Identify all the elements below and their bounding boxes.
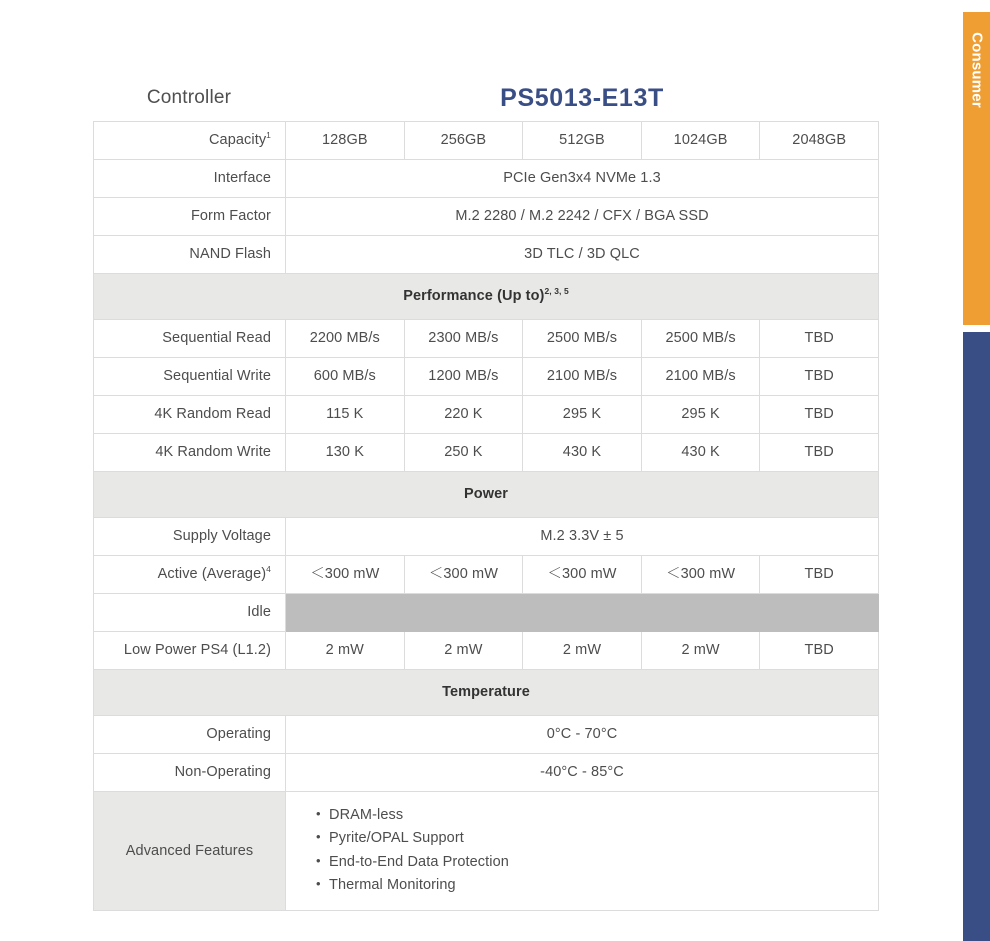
table-row-advanced-features [94,792,879,911]
cell-active-128: ＜300 mW [286,556,405,594]
list-item: • Thermal Monitoring [316,874,868,897]
table-row-sequential-write [94,358,879,396]
cell-capacity-128: 128GB [286,122,405,160]
row-label-operating: Operating [94,716,286,754]
cell-seq-read-256: 2300 MB/s [404,320,523,358]
page-title: PS5013-E13T [500,83,664,112]
section-header-temperature [94,670,879,716]
cell-rand-write-2048: TBD [760,434,879,472]
table-row-low-power-ps4 [94,632,879,670]
row-label-capacity [94,122,286,160]
section-header-power [94,472,879,518]
cell-seq-read-2048: TBD [760,320,879,358]
cell-operating-value: 0°C - 70°C [286,716,879,754]
table-row-capacity [94,122,879,160]
cell-rand-read-1024: 295 K [641,396,760,434]
section-header-performance [94,274,879,320]
cell-nand-flash-value: 3D TLC / 3D QLC [286,236,879,274]
list-item: • DRAM-less [316,804,868,827]
table-row-4k-random-read [94,396,879,434]
table-row-nand-flash [94,236,879,274]
table-row-sequential-read [94,320,879,358]
rail-tab-consumer[interactable] [963,12,990,325]
row-label-capacity-sup: 1 [266,130,271,141]
cell-seq-read-512: 2500 MB/s [523,320,642,358]
section-header-temperature-cell: Temperature [94,670,879,716]
cell-rand-write-128: 130 K [286,434,405,472]
section-header-performance-cell [94,274,879,320]
cell-seq-read-128: 2200 MB/s [286,320,405,358]
cell-form-factor-value: M.2 2280 / M.2 2242 / CFX / BGA SSD [286,198,879,236]
table-row-form-factor [94,198,879,236]
spec-header [93,78,879,118]
table-row-idle [94,594,879,632]
row-label-form-factor: Form Factor [94,198,286,236]
cell-idle-blocked [286,594,879,632]
row-label-advanced-features: Advanced Features [94,792,286,911]
table-row-non-operating [94,754,879,792]
cell-advanced-features [286,792,879,911]
row-label-idle: Idle [94,594,286,632]
row-label-capacity-text: Capacity [208,132,267,149]
rail-tab-consumer-label: Consumer [968,32,985,108]
cell-rand-read-256: 220 K [404,396,523,434]
cell-rand-write-1024: 430 K [641,434,760,472]
table-row-4k-random-write [94,434,879,472]
cell-active-256: ＜300 mW [404,556,523,594]
table-row-interface [94,160,879,198]
cell-rand-read-128: 115 K [286,396,405,434]
cell-rand-write-512: 430 K [523,434,642,472]
cell-seq-read-1024: 2500 MB/s [641,320,760,358]
cell-low-power-2048: TBD [760,632,879,670]
cell-capacity-1024: 1024GB [641,122,760,160]
row-label-sequential-read: Sequential Read [94,320,286,358]
specification-table [93,121,879,911]
cell-non-operating-value: -40°C - 85°C [286,754,879,792]
list-item: • Pyrite/OPAL Support [316,827,868,850]
row-label-4k-random-write: 4K Random Write [94,434,286,472]
cell-seq-write-1024: 2100 MB/s [641,358,760,396]
cell-low-power-256: 2 mW [404,632,523,670]
cell-active-2048: TBD [760,556,879,594]
advanced-features-list [316,804,868,898]
cell-active-1024: ＜300 mW [641,556,760,594]
row-label-non-operating: Non-Operating [94,754,286,792]
cell-low-power-1024: 2 mW [641,632,760,670]
cell-seq-write-2048: TBD [760,358,879,396]
rail-tab-enterprise[interactable] [963,332,990,941]
row-label-nand-flash: NAND Flash [94,236,286,274]
cell-interface-value: PCIe Gen3x4 NVMe 1.3 [286,160,879,198]
row-label-sequential-write: Sequential Write [94,358,286,396]
row-label-active-average-text: Active (Average) [157,566,267,583]
table-row-active-average [94,556,879,594]
cell-low-power-128: 2 mW [286,632,405,670]
category-rail [963,0,990,941]
cell-capacity-512: 512GB [523,122,642,160]
section-header-performance-sup: 2, 3, 5 [544,286,569,297]
cell-capacity-2048: 2048GB [760,122,879,160]
cell-seq-write-128: 600 MB/s [286,358,405,396]
table-row-supply-voltage [94,518,879,556]
row-label-interface: Interface [94,160,286,198]
cell-rand-read-512: 295 K [523,396,642,434]
cell-supply-voltage-value: M.2 3.3V ± 5 [286,518,879,556]
cell-low-power-512: 2 mW [523,632,642,670]
controller-label: Controller [146,87,232,108]
cell-seq-write-256: 1200 MB/s [404,358,523,396]
row-label-4k-random-read: 4K Random Read [94,396,286,434]
cell-active-512: ＜300 mW [523,556,642,594]
row-label-active-average [94,556,286,594]
row-label-low-power-ps4: Low Power PS4 (L1.2) [94,632,286,670]
row-label-supply-voltage: Supply Voltage [94,518,286,556]
cell-rand-read-2048: TBD [760,396,879,434]
row-label-active-average-sup: 4 [266,564,271,575]
section-header-performance-text: Performance (Up to) [403,288,545,305]
cell-seq-write-512: 2100 MB/s [523,358,642,396]
section-header-power-cell: Power [94,472,879,518]
cell-rand-write-256: 250 K [404,434,523,472]
cell-capacity-256: 256GB [404,122,523,160]
table-row-operating [94,716,879,754]
list-item: • End-to-End Data Protection [316,851,868,874]
